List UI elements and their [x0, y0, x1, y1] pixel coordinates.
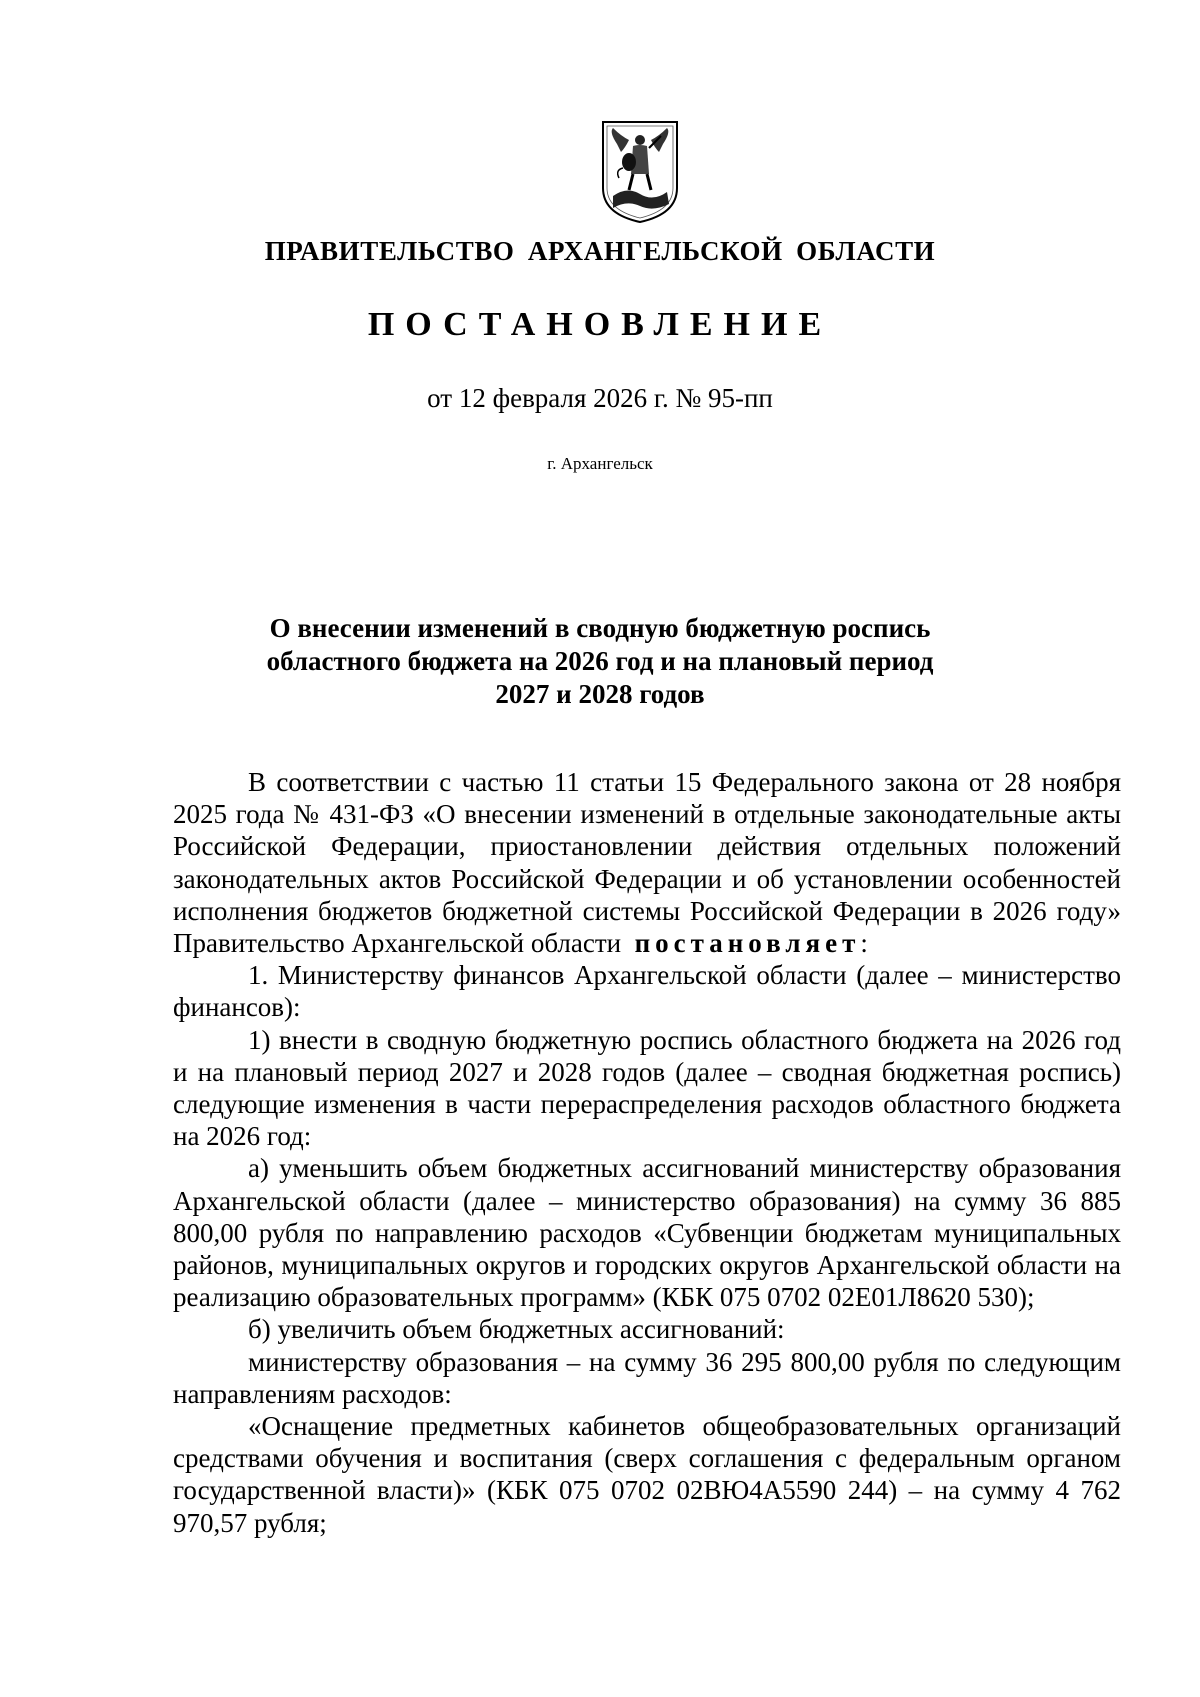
coat-of-arms-icon [599, 118, 681, 226]
preamble-text: В соответствии с частью 11 статьи 15 Федерального закона от 28 ноября 2025 года № 431-ФЗ «О внесении изменений в отдельные законодательные акты Российской Федерации, приостановлении действия отдельных положений законодательных актов Российской Федерации и об установлении особенностей исполнения бюджетов бюджетной системы Российской Федерации в 2026 году» Правительство Архангельской области [173, 767, 1121, 959]
paragraph-subitem-b: б) увеличить объем бюджетных ассигнований: [248, 1314, 785, 1345]
paragraph-subitem-a: а) уменьшить объем бюджетных ассигнований министерству образования Архангельской области (далее – министерство образования) на сумму 36 885 800,00 рубля по направлению расходов «Субвенции бюджетам муниципальных районов, муниципальных округов и городских округов Архангельской области на реализацию образовательных программ» (КБК 075 0702 02Е01Л8620 530); [173, 1153, 1121, 1313]
document-city: г. Архангельск [547, 454, 653, 473]
paragraph-ministry-education: министерству образования – на сумму 36 295 800,00 рубля по следующим направлениям расходов: [173, 1346, 1121, 1409]
preamble-colon: : [860, 928, 868, 959]
title-line: 2027 и 2028 годов [495, 679, 705, 709]
title-line: областного бюджета на 2026 год и на плановый период [266, 646, 934, 676]
document-body [173, 766, 1121, 1539]
document-type: ПОСТАНОВЛЕНИЕ [367, 306, 833, 343]
paragraph-preamble [173, 766, 1121, 959]
resolves-word: постановляет [634, 928, 861, 959]
title-line: О внесении изменений в сводную бюджетную роспись [269, 613, 931, 643]
document-date-number: от 12 февраля 2026 г. № 95-пп [427, 383, 773, 413]
document-title [0, 612, 1200, 711]
government-name: ПРАВИТЕЛЬСТВО АРХАНГЕЛЬСКОЙ ОБЛАСТИ [264, 236, 936, 266]
paragraph-expense-item: «Оснащение предметных кабинетов общеобразовательных организаций средствами обучения и воспитания (сверх соглашения с федеральным органом государственной власти)» (КБК 075 0702 02ВЮ4А5590 244) – на сумму 4 762 970,57 рубля; [173, 1411, 1121, 1538]
paragraph-item-1: 1. Министерству финансов Архангельской области (далее – министерство финансов): [173, 960, 1121, 1023]
paragraph-subitem-1: 1) внести в сводную бюджетную роспись областного бюджета на 2026 год и на плановый период 2027 и 2028 годов (далее – сводная бюджетная роспись) следующие изменения в части перераспределения расходов областного бюджета на 2026 год: [173, 1024, 1121, 1152]
